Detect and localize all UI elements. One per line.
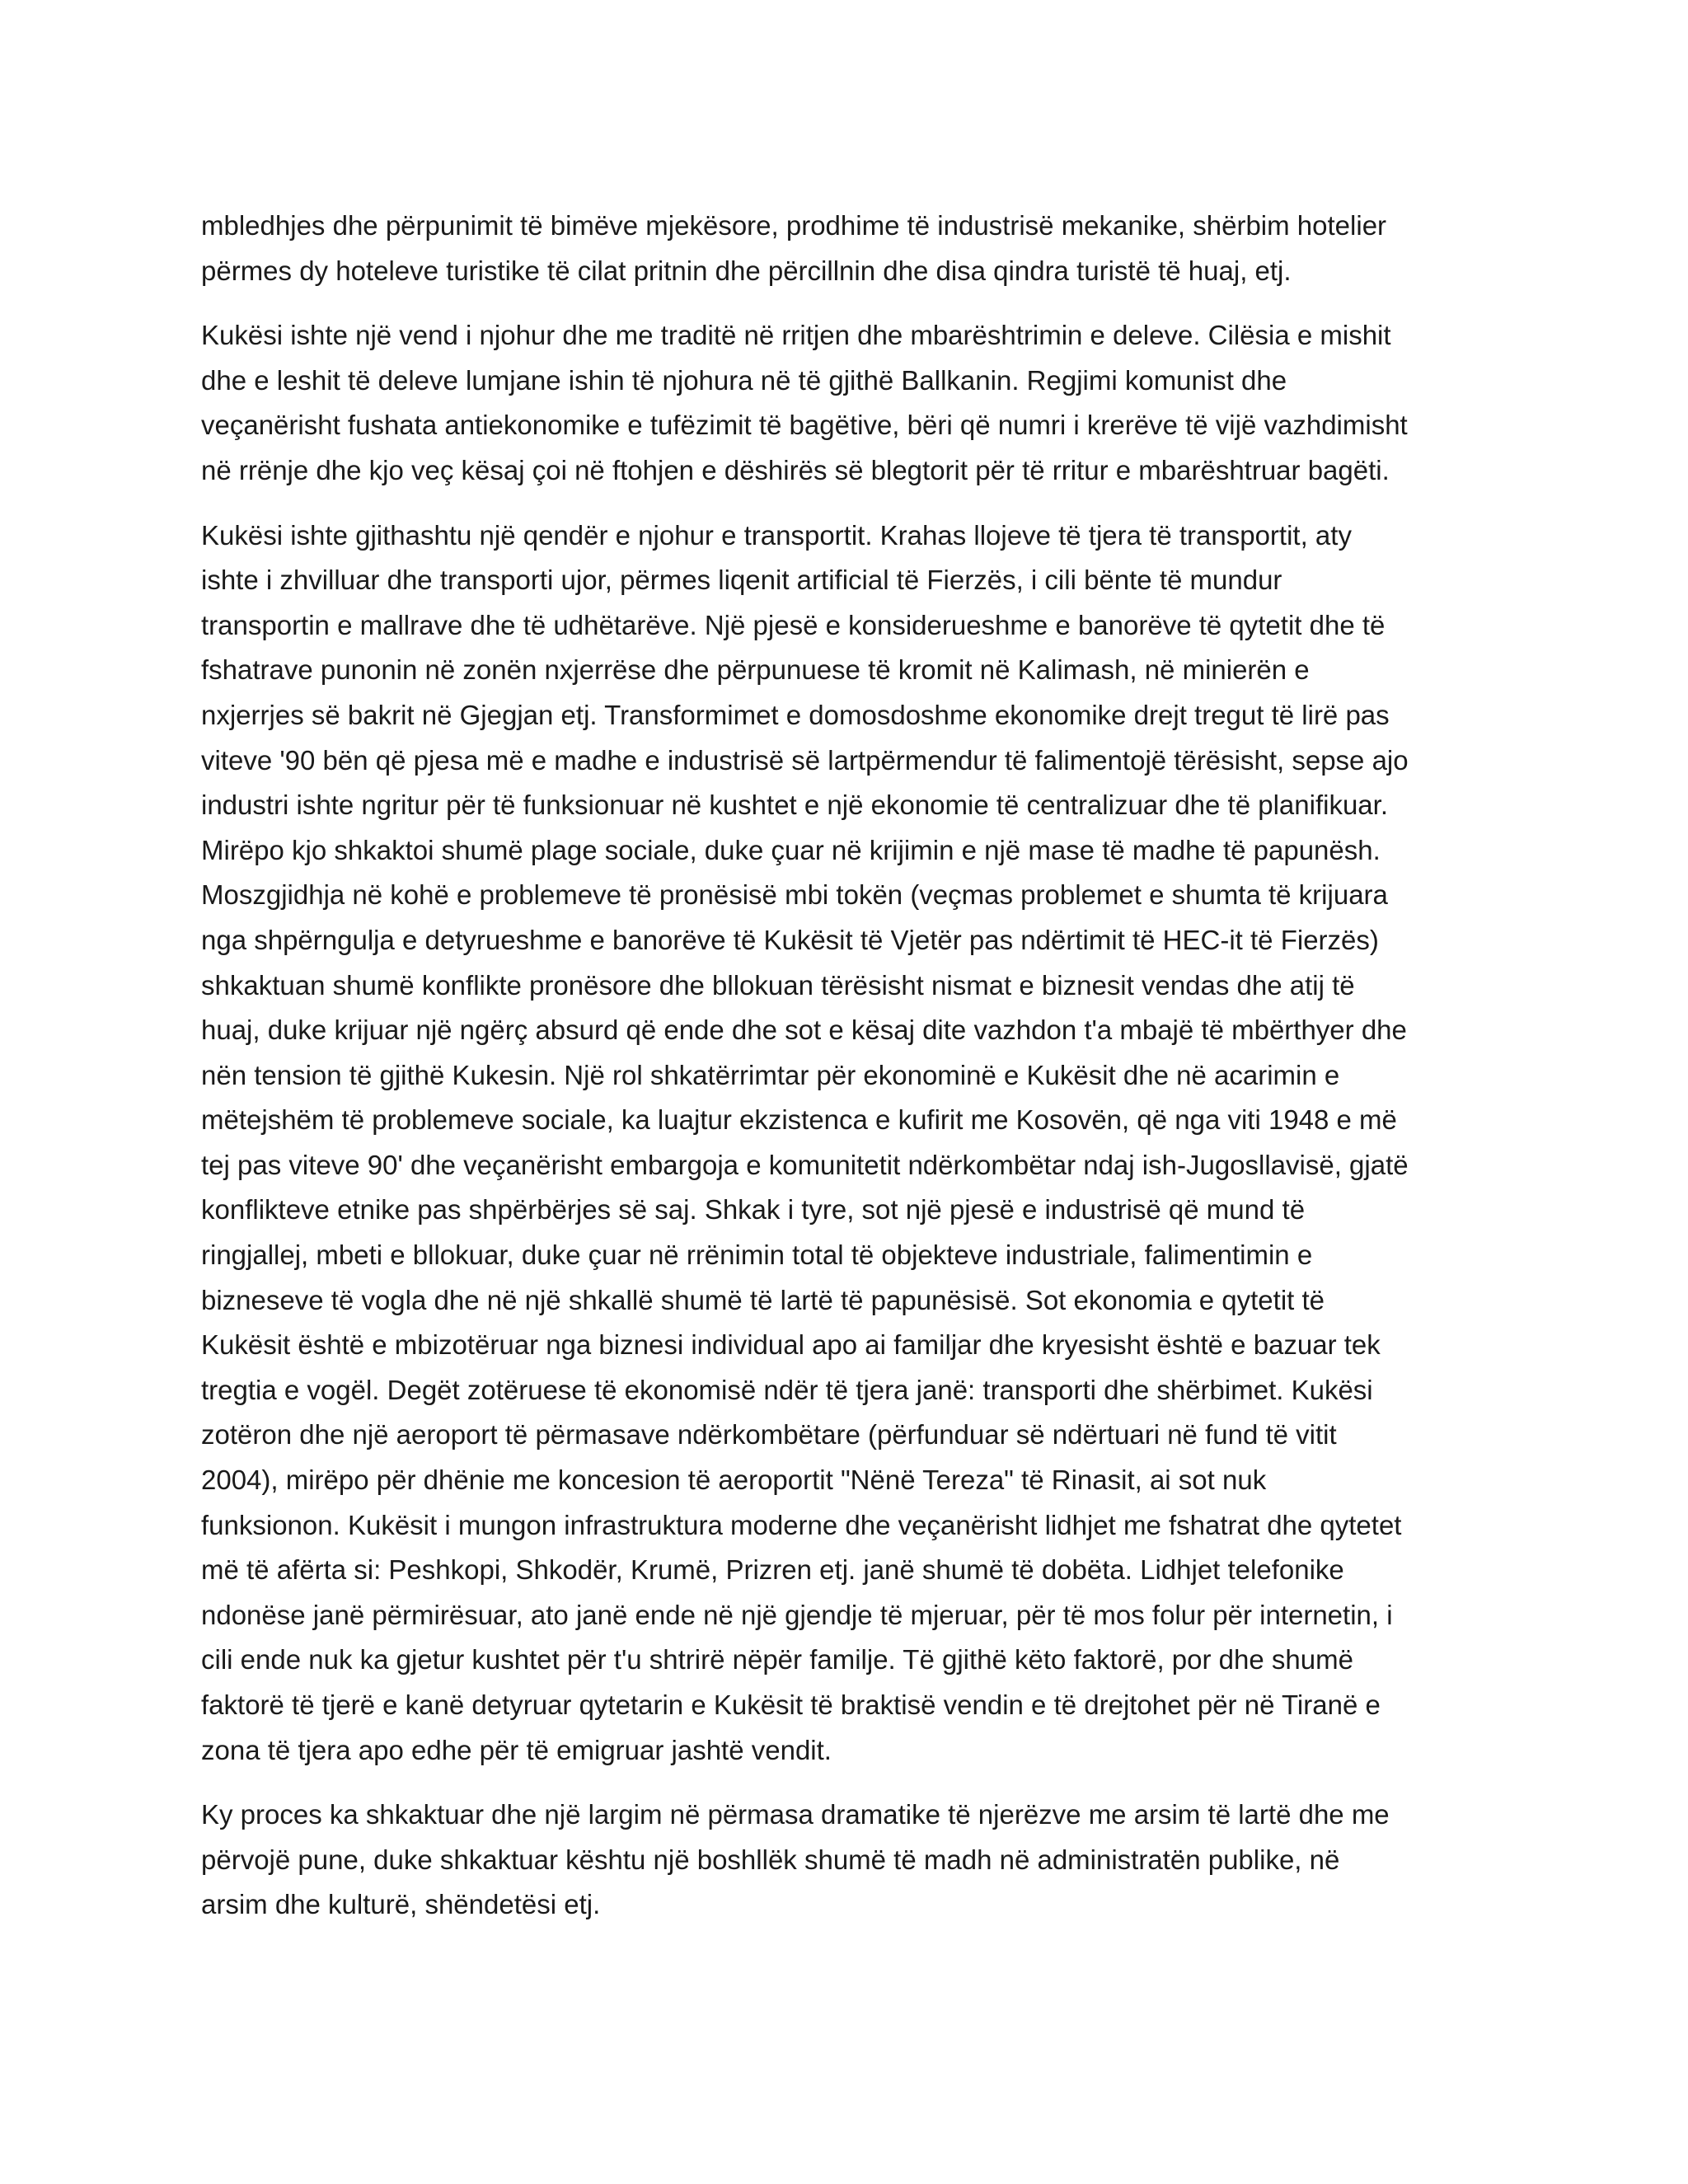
text-line: Mirëpo kjo shkaktoi shumë plage sociale, duke çuar në krijimin e një mase të madhe të papunësh.: [201, 834, 1381, 865]
text-line: Moszgjidhja në kohë e problemeve të pronësisë mbi tokën (veçmas problemet e shumta të krijuara: [201, 879, 1388, 911]
text-line: 2004), mirëpo për dhënie me koncesion të aeroportit "Nënë Tereza" të Rinasit, ai sot nuk: [201, 1465, 1267, 1496]
paragraph: [201, 204, 1495, 293]
text-line: zotëron dhe një aeroport të përmasave ndërkombëtare (përfunduar së ndërtuari në fund të vitit: [201, 1419, 1337, 1451]
text-line: nën tension të gjithë Kukesin. Një rol shkatërrimtar për ekonominë e Kukësit dhe në acarimin e: [201, 1059, 1340, 1090]
text-line: Kukësi ishte një vend i njohur dhe me traditë në rritjen dhe mbarështrimin e deleve. Cilësia e mishit: [201, 320, 1391, 351]
text-line: Ky proces ka shkaktuar dhe një largim në përmasa dramatike të njerëzve me arsim të lartë dhe me: [201, 1799, 1390, 1830]
text-line: dhe e leshit të deleve lumjane ishin të njohura në të gjithë Ballkanin. Regjimi komunist dhe: [201, 364, 1287, 396]
text-line: përmes dy hoteleve turistike të cilat pritnin dhe përcillnin dhe disa qindra turistë të huaj, etj.: [201, 255, 1292, 286]
text-line: industri ishte ngritur për të funksionuar në kushtet e një ekonomie të centralizuar dhe të planifikuar.: [201, 790, 1388, 821]
text-line: mbledhjes dhe përpunimit të bimëve mjekësore, prodhime të industrisë mekanike, shërbim hotelier: [201, 210, 1387, 241]
text-line: më të afërta si: Peshkopi, Shkodër, Krumë, Prizren etj. janë shumë të dobëta. Lidhjet telefonike: [201, 1554, 1344, 1586]
paragraph: [201, 1793, 1495, 1928]
text-line: nga shpërngulja e detyrueshme e banorëve të Kukësit të Vjetër pas ndërtimit të HEC-it të Fierzës): [201, 924, 1379, 955]
text-line: nxjerrjes së bakrit në Gjegjan etj. Transformimet e domosdoshme ekonomike drejt tregut të lirë pas: [201, 699, 1390, 730]
paragraph: [201, 513, 1495, 1774]
text-line: viteve '90 bën që pjesa më e madhe e industrisë së lartpërmendur të falimentojë tërësisht, sepse ajo: [201, 744, 1409, 776]
text-line: Kukësi ishte gjithashtu një qendër e njohur e transportit. Krahas llojeve të tjera të transportit, aty: [201, 519, 1352, 551]
text-line: arsim dhe kulturë, shëndetësi etj.: [201, 1889, 601, 1920]
text-line: ndonëse janë përmirësuar, ato janë ende në një gjendje të mjeruar, për të mos folur për internetin, i: [201, 1599, 1393, 1630]
text-line: bizneseve të vogla dhe në një shkallë shumë të lartë të papunësisë. Sot ekonomia e qytetit të: [201, 1284, 1325, 1315]
text-line: cili ende nuk ka gjetur kushtet për t'u shtrirë nëpër familje. Të gjithë këto faktorë, por dhe shumë: [201, 1644, 1353, 1675]
text-line: funksionon. Kukësit i mungon infrastruktura moderne dhe veçanërisht lidhjet me fshatrat dhe qytetet: [201, 1509, 1402, 1540]
text-line: huaj, duke krijuar një ngërç absurd që ende dhe sot e kësaj dite vazhdon t'a mbajë të mbërthyer dhe: [201, 1015, 1407, 1046]
text-line: veçanërisht fushata antiekonomike e tufëzimit të bagëtive, bëri që numri i krerëve të vijë vazhdimisht: [201, 410, 1408, 441]
text-line: tej pas viteve 90' dhe veçanërisht embargoja e komunitetit ndërkombëtar ndaj ish-Jugosllavisë, gjatë: [201, 1149, 1409, 1180]
document-body: [201, 204, 1495, 1947]
text-line: përvojë pune, duke shkaktuar kështu një boshllëk shumë të madh në administratën publike, në: [201, 1844, 1340, 1875]
text-line: transportin e mallrave dhe të udhëtarëve. Një pjesë e konsiderueshme e banorëve të qytetit dhe të: [201, 609, 1386, 640]
text-line: fshatrave punonin në zonën nxjerrëse dhe përpunuese të kromit në Kalimash, në minierën e: [201, 654, 1310, 686]
text-line: në rrënje dhe kjo veç kësaj çoi në ftohjen e dëshirës së blegtorit për të rritur e mbarështruar bagëti.: [201, 454, 1390, 485]
text-line: konflikteve etnike pas shpërbërjes së saj. Shkak i tyre, sot një pjesë e industrisë që mund të: [201, 1194, 1306, 1226]
text-line: shkaktuan shumë konflikte pronësore dhe bllokuan tërësisht nismat e biznesit vendas dhe atij të: [201, 969, 1355, 1001]
text-line: mëtejshëm të problemeve sociale, ka luajtur ekzistenca e kufirit me Kosovën, që nga viti 1948 e më: [201, 1104, 1397, 1136]
text-line: Kukësit është e mbizotëruar nga biznesi individual apo ai familjar dhe kryesisht është e bazuar tek: [201, 1329, 1381, 1361]
text-line: faktorë të tjerë e kanë detyruar qytetarin e Kukësit të braktisë vendin e të drejtohet për në Tiranë e: [201, 1690, 1381, 1720]
text-line: tregtia e vogël. Degët zotëruese të ekonomisë ndër të tjera janë: transporti dhe shërbimet. Kukësi: [201, 1374, 1373, 1405]
text-line: ishte i zhvilluar dhe transporti ujor, përmes liqenit artificial të Fierzës, i cili bënte të mundur: [201, 565, 1282, 596]
text-line: zona të tjera apo edhe për të emigruar jashtë vendit.: [201, 1734, 832, 1765]
paragraph: [201, 313, 1495, 493]
text-line: ringjallej, mbeti e bllokuar, duke çuar në rrënimin total të objekteve industriale, falimentimin e: [201, 1240, 1313, 1271]
